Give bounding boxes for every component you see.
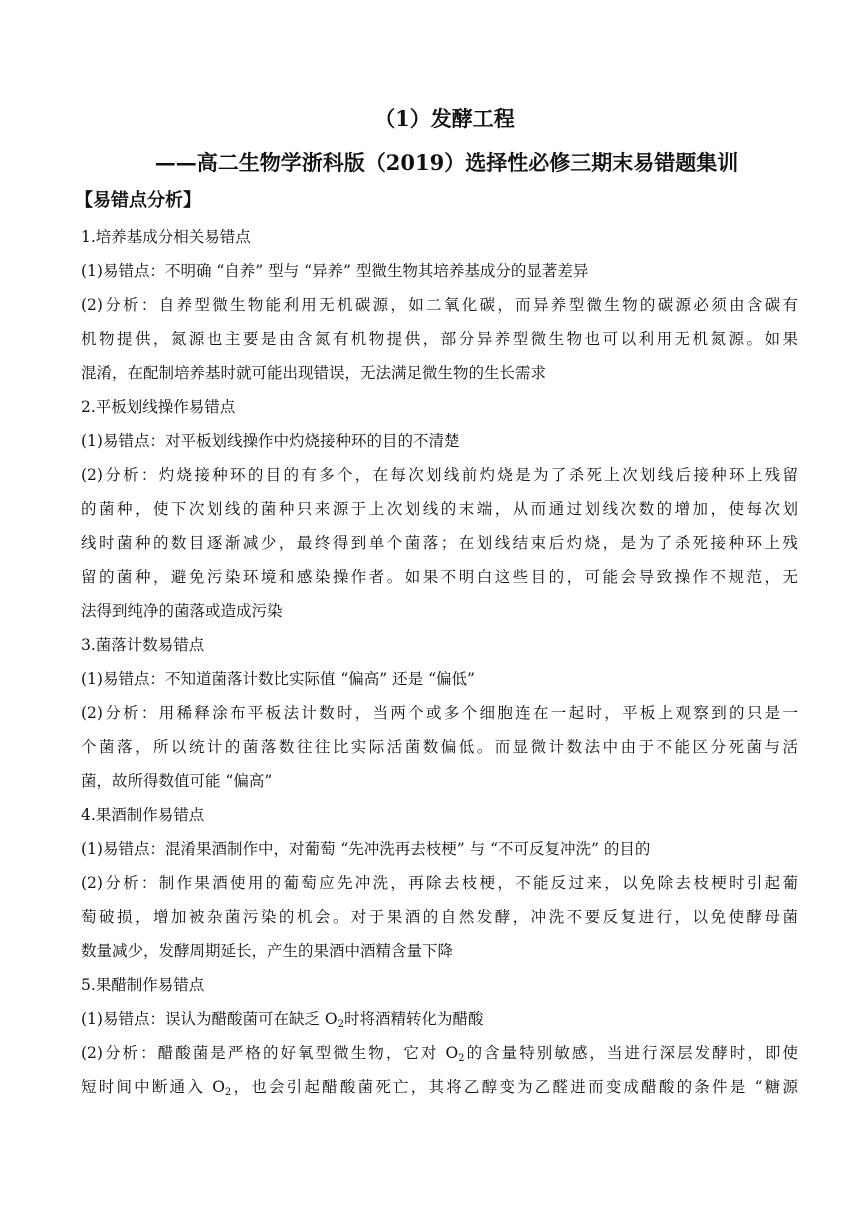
- text-line-2: [81, 254, 798, 288]
- text-segment: (1)易错点：对平板划线操作中灼烧接种环的目的不清楚: [81, 432, 460, 450]
- text-segment: (2)分析：制作果酒使用的葡萄应先冲洗，再除去枝梗，不能反过来，以免除去枝梗时引起葡: [81, 874, 798, 892]
- text-line-13: [81, 628, 798, 662]
- text-line-25: [81, 1036, 798, 1070]
- text-segment: 2.平板划线操作易错点: [81, 398, 236, 416]
- document-body: [81, 220, 798, 1104]
- text-segment: 菌，故所得数值可能 “偏高”: [81, 772, 273, 790]
- text-segment: (2)分析：醋酸菌是严格的好氧型微生物，它对 O: [81, 1044, 459, 1062]
- text-segment: 个菌落，所以统计的菌落数往往比实际活菌数偏低。而显微计数法中由于不能区分死菌与活: [81, 738, 798, 756]
- text-segment: ，也会引起醋酸菌死亡，其将乙醇变为乙醛进而变成醋酸的条件是 “糖源: [231, 1078, 798, 1096]
- text-segment: (2)分析：自养型微生物能利用无机碳源，如二氧化碳，而异养型微生物的碳源必须由含碳有: [81, 296, 798, 314]
- text-segment: (2)分析：灼烧接种环的目的有多个，在每次划线前灼烧是为了杀死上次划线后接种环上残留: [81, 466, 798, 484]
- text-segment: 萄破损，增加被杂菌污染的机会。对于果酒的自然发酵，冲洗不要反复进行，以免使酵母菌: [81, 908, 798, 926]
- text-line-9: [81, 492, 798, 526]
- text-line-18: [81, 798, 798, 832]
- text-line-4: [81, 322, 798, 356]
- text-line-20: [81, 866, 798, 900]
- text-segment: 法得到纯净的菌落或造成污染: [81, 602, 283, 620]
- text-segment: (2)分析：用稀释涂布平板法计数时，当两个或多个细胞连在一起时，平板上观察到的只是一: [81, 704, 798, 722]
- text-segment: 的菌种，使下次划线的菌种只来源于上次划线的末端，从而通过划线次数的增加，使每次划: [81, 500, 798, 518]
- text-segment: 数量减少，发酵周期延长，产生的果酒中酒精含量下降: [81, 942, 454, 960]
- text-line-10: [81, 526, 798, 560]
- text-segment: 线时菌种的数目逐渐减少，最终得到单个菌落；在划线结束后灼烧，是为了杀死接种环上残: [81, 534, 798, 552]
- text-line-16: [81, 730, 798, 764]
- text-line-19: [81, 832, 798, 866]
- text-line-8: [81, 458, 798, 492]
- document-subtitle: ——高二生物学浙科版（2019）选择性必修三期末易错题集训: [154, 150, 739, 175]
- text-segment: 5.果醋制作易错点: [81, 976, 205, 994]
- text-line-26: [81, 1070, 798, 1104]
- text-line-22: [81, 934, 798, 968]
- text-segment: 机物提供，氮源也主要是由含氮有机物提供，部分异养型微生物也可以利用无机氮源。如果: [81, 330, 798, 348]
- text-line-12: [81, 594, 798, 628]
- text-line-7: [81, 424, 798, 458]
- text-segment: 4.果酒制作易错点: [81, 806, 205, 824]
- section-heading: 【易错点分析】: [75, 190, 201, 211]
- text-segment: (1)易错点：不知道菌落计数比实际值 “偏高” 还是 “偏低”: [81, 670, 475, 688]
- text-segment: (1)易错点：误认为醋酸菌可在缺乏 O: [81, 1010, 338, 1028]
- text-line-24: [81, 1002, 798, 1036]
- text-line-5: [81, 356, 798, 390]
- document-title: （1）发酵工程: [374, 106, 515, 131]
- text-segment: 3.菌落计数易错点: [81, 636, 205, 654]
- text-line-17: [81, 764, 798, 798]
- text-segment: 时将酒精转化为醋酸: [343, 1010, 484, 1028]
- text-line-15: [81, 696, 798, 730]
- text-segment: 1.培养基成分相关易错点: [81, 228, 251, 246]
- subscript: 2: [337, 1019, 344, 1030]
- text-segment: 混淆，在配制培养基时就可能出现错误，无法满足微生物的生长需求: [81, 364, 547, 382]
- text-segment: 的含量特别敏感，当进行深层发酵时，即使: [464, 1044, 798, 1062]
- text-segment: 留的菌种，避免污染环境和感染操作者。如果不明白这些目的，可能会导致操作不规范，无: [81, 568, 798, 586]
- text-segment: (1)易错点：不明确 “自养” 型与 “异养” 型微生物其培养基成分的显著差异: [81, 262, 589, 280]
- text-segment: (1)易错点：混淆果酒制作中，对葡萄 “先冲洗再去枝梗” 与 “不可反复冲洗” 的目的: [81, 840, 651, 858]
- text-line-23: [81, 968, 798, 1002]
- subscript: 2: [224, 1087, 232, 1098]
- text-line-6: [81, 390, 798, 424]
- text-line-11: [81, 560, 798, 594]
- subscript: 2: [458, 1053, 465, 1064]
- text-segment: 短时间中断通入 O: [81, 1078, 225, 1096]
- text-line-3: [81, 288, 798, 322]
- text-line-21: [81, 900, 798, 934]
- text-line-14: [81, 662, 798, 696]
- text-line-1: [81, 220, 798, 254]
